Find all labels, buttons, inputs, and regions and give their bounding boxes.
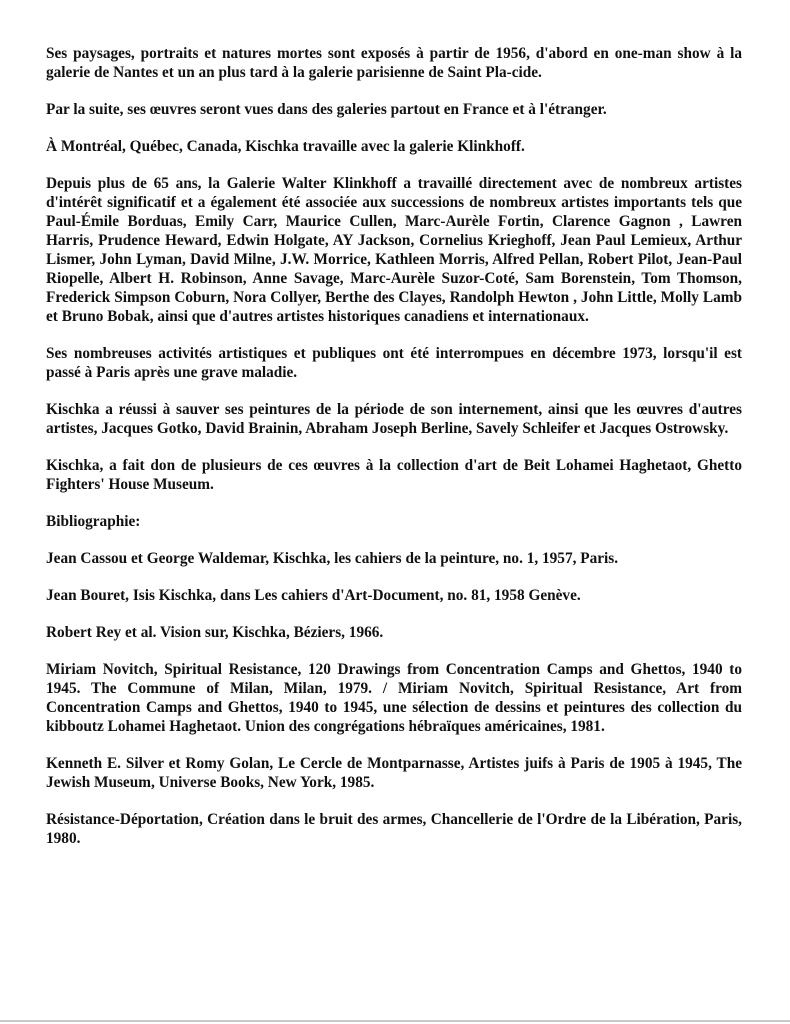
bibliography-entry-novitch: Miriam Novitch, Spiritual Resistance, 120 Drawings from Concentration Camps and Ghettos, 1940 to 1945. The Commune of Milan, Milan, 1979. / Miriam Novitch, Spiritual Resistance, Art from Concentration Camps and Ghettos, 1940 to 1945, une sélection de dessins et peintures des collection du kibboutz Lohamei Haghetaot. Union des congrégations hébraïques américaines, 1981. [46,661,742,735]
document-page [46,44,742,848]
paragraph-klinkhoff: Depuis plus de 65 ans, la Galerie Walter Klinkhoff a travaillé directement avec de nombreux artistes d'intérêt significatif et a également été associée aux successions de nombreux artistes importants tels que Paul-Émile Borduas, Emily Carr, Maurice Cullen, Marc-Aurèle Fortin, Clarence Gagnon , Lawren Harris, Prudence Heward, Edwin Holgate, AY Jackson, Cornelius Krieghoff, Jean Paul Lemieux, Arthur Lismer, John Lyman, David Milne, J.W. Morrice, Kathleen Morris, Alfred Pellan, Robert Pilot, Jean-Paul Riopelle, Albert H. Robinson, Anne Savage, Marc-Aurèle Suzor-Coté, Sam Borenstein, Tom Thomson, Frederick Simpson Coburn, Nora Collyer, Berthe des Clayes, Randolph Hewton , John Little, Molly Lamb et Bruno Bobak, ainsi que d'autres artistes historiques canadiens et internationaux. [46,175,742,325]
bibliography-entry-bouret: Jean Bouret, Isis Kischka, dans Les cahiers d'Art-Document, no. 81, 1958 Genève. [46,587,581,604]
paragraph-internment: Kischka a réussi à sauver ses peintures de la période de son internement, ainsi que les œuvres d'autres artistes, Jacques Gotko, David Brainin, Abraham Joseph Berline, Savely Schleifer et Jacques Ostrowsky. [46,401,742,437]
bibliography-entry-rey: Robert Rey et al. Vision sur, Kischka, Béziers, 1966. [46,624,384,641]
paragraph-exhibitions: Ses paysages, portraits et natures mortes sont exposés à partir de 1956, d'abord en one-man show à la galerie de Nantes et un an plus tard à la galerie parisienne de Saint Pla-cide. [46,45,742,81]
paragraph-interruption: Ses nombreuses activités artistiques et publiques ont été interrompues en décembre 1973, lorsqu'il est passé à Paris après une grave maladie. [46,345,742,381]
bibliography-heading: Bibliographie: [46,513,141,530]
bibliography-entry-resistance: Résistance-Déportation, Création dans le bruit des armes, Chancellerie de l'Ordre de la Libération, Paris, 1980. [46,811,742,847]
page-bottom-edge [0,1020,790,1022]
bibliography-entry-silver: Kenneth E. Silver et Romy Golan, Le Cercle de Montparnasse, Artistes juifs à Paris de 1905 à 1945, The Jewish Museum, Universe Books, New York, 1985. [46,755,742,791]
paragraph-donation: Kischka, a fait don de plusieurs de ces œuvres à la collection d'art de Beit Lohamei Haghetaot, Ghetto Fighters' House Museum. [46,457,742,493]
bibliography-entry-cassou: Jean Cassou et George Waldemar, Kischka, les cahiers de la peinture, no. 1, 1957, Paris. [46,550,619,567]
paragraph-montreal: À Montréal, Québec, Canada, Kischka travaille avec la galerie Klinkhoff. [46,138,525,155]
paragraph-galleries: Par la suite, ses œuvres seront vues dans des galeries partout en France et à l'étranger. [46,101,607,118]
